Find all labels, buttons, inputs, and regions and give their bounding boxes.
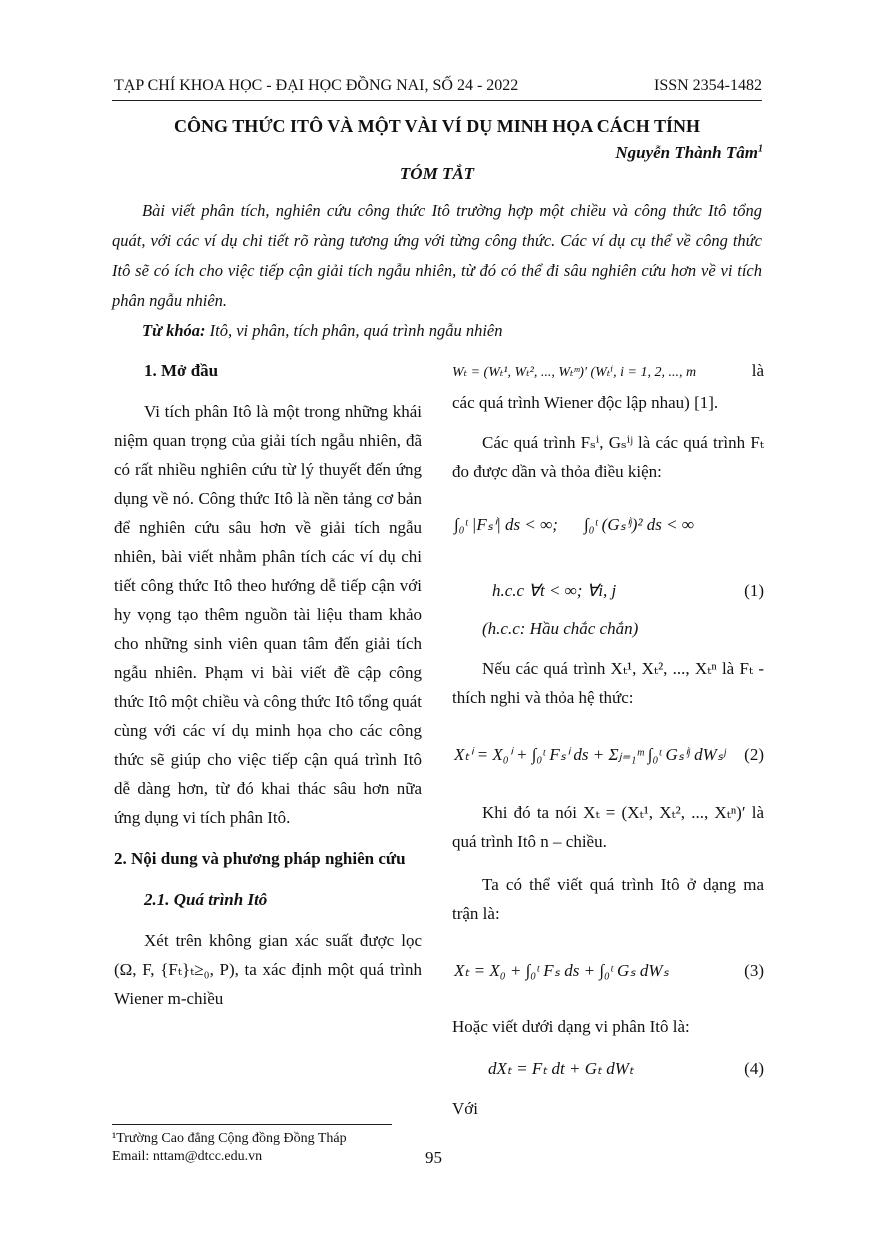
author <box>615 143 763 163</box>
running-header <box>114 76 762 96</box>
equation-3-body: Xₜ = X₀ + ∫₀ᵗ Fₛ ds + ∫₀ᵗ Gₛ dWₛ <box>454 961 669 980</box>
abstract-text: Bài viết phân tích, nghiên cứu công thức Itô trường hợp một chiều và công thức Itô tổng quát, với các ví dụ chi tiết rõ ràng tương ứng với từng công thức. Các ví dụ cụ thể về công thức Itô sẽ có ích cho việc tiếp cận giải tích ngẫu nhiên, từ đó có thể đi sâu nghiên cứu hơn về vi tích phân ngẫu nhiên. <box>112 201 762 310</box>
section-2-1-paragraph: Xét trên không gian xác suất được lọc (Ω, F, {Fₜ}ₜ≥₀, P), ta xác định một quá trình Wiener m-chiều <box>114 931 422 1008</box>
equation-3-number: (3) <box>744 961 764 980</box>
wiener-tail: các quá trình Wiener độc lập nhau) [1]. <box>452 393 719 412</box>
footnote-affiliation: ¹Trường Cao đẳng Cộng đồng Đồng Tháp <box>112 1131 347 1146</box>
journal-name: TẠP CHÍ KHOA HỌC - ĐẠI HỌC ĐỒNG NAI, SỐ 24 - 2022 <box>114 77 519 94</box>
equation-4-number: (4) <box>744 1059 764 1078</box>
spacer <box>114 914 422 926</box>
paper-title: CÔNG THỨC ITÔ VÀ MỘT VÀI VÍ DỤ MINH HỌA CÁCH TÍNH <box>174 116 700 136</box>
footnote <box>112 1130 347 1166</box>
page-number: 95 <box>425 1148 442 1167</box>
equation-1-condition: h.c.c ∀t < ∞; ∀i, j <box>492 581 617 600</box>
section-1-heading: 1. Mở đầu <box>144 361 219 380</box>
matrix-intro: Ta có thể viết quá trình Itô ở dạng ma trận là: <box>452 875 764 923</box>
section-2-heading: 2. Nội dung và phương pháp nghiên cứu <box>114 849 406 868</box>
ito-definition: Khi đó ta nói Xₜ = (Xₜ¹, Xₜ², ..., Xₜⁿ)′ là quá trình Itô n – chiều. <box>452 803 764 851</box>
keywords <box>142 321 503 341</box>
spacer <box>114 385 422 397</box>
ito-process-intro: Nếu các quá trình Xₜ¹, Xₜ², ..., Xₜⁿ là Fₜ - thích nghi và thỏa hệ thức: <box>452 659 764 707</box>
left-column <box>114 356 422 1013</box>
section-1-paragraph: Vi tích phân Itô là một trong những khái niệm quan trọng của giải tích ngẫu nhiên, đã có rất nhiều nghiên cứu từ lý thuyết đến ứng dụng về nó. Công thức Itô là nền tảng cơ bản để nghiên cứu sâu hơn về giải tích ngẫu nhiên, bài viết nhằm phân tích các ví dụ chi tiết công thức Itô theo hướng dễ tiếp cận với hy vọng tạo thêm nguồn tài liệu tham khảo cho những sinh viên quan tâm đến giải tích ngẫu nhiên. Phạm vi bài viết đề cập công thức Itô một chiều và công thức Itô tổng quát cùng với các ví dụ minh họa cho các công thức sẽ giúp cho việc tiếp cận quá trình Itô dễ dàng hơn, từ đó khai thác sâu hơn nữa ứng dụng vi tích phân Itô. <box>114 402 422 827</box>
hcc-note: (h.c.c: Hầu chắc chắn) <box>482 619 639 638</box>
equation-4 <box>488 1054 764 1083</box>
equation-2-number: (2) <box>744 745 764 764</box>
keywords-text: Itô, vi phân, tích phân, quá trình ngẫu nhiên <box>209 321 503 340</box>
equation-1 <box>492 576 764 605</box>
equation-1-number: (1) <box>744 581 764 600</box>
author-name: Nguyễn Thành Tâm <box>615 143 758 162</box>
equation-4-body: dXₜ = Fₜ dt + Gₜ dWₜ <box>488 1059 634 1078</box>
wiener-definition <box>452 356 764 387</box>
header-rule <box>112 100 762 101</box>
equation-1-left: ∫₀ᵗ |Fₛⁱ| ds < ∞; <box>454 515 558 534</box>
right-column <box>452 356 764 1116</box>
section-2-1-heading: 2.1. Quá trình Itô <box>144 890 268 909</box>
equation-1-right: ∫₀ᵗ (Gₛⁱʲ)² ds < ∞ <box>584 515 695 534</box>
keywords-label: Từ khóa: <box>142 321 206 340</box>
equation-2 <box>454 740 764 769</box>
equation-3 <box>454 956 764 985</box>
differential-intro: Hoặc viết dưới dạng vi phân Itô là: <box>452 1017 690 1036</box>
footnote-email: Email: nttam@dtcc.edu.vn <box>112 1149 263 1164</box>
spacer <box>114 873 422 885</box>
equation-2-body: Xₜⁱ = X₀ⁱ + ∫₀ᵗ Fₛⁱ ds + Σⱼ₌₁ᵐ ∫₀ᵗ Gₛⁱʲ dWₛʲ <box>454 745 726 764</box>
abstract-heading: TÓM TẮT <box>399 164 475 183</box>
wiener-la: là <box>751 361 764 380</box>
footnote-rule <box>112 1124 392 1125</box>
author-footnote-mark: 1 <box>758 143 763 155</box>
issn: ISSN 2354-1482 <box>653 77 762 94</box>
spacer <box>114 832 422 844</box>
wiener-formula: Wₜ = (Wₜ¹, Wₜ², ..., Wₜᵐ)′ (Wₜⁱ, i = 1, 2, ..., m <box>452 365 697 380</box>
condition-intro: Các quá trình Fₛⁱ, Gₛⁱʲ là các quá trình Fₜ đo được dần và thỏa điều kiện: <box>452 433 764 481</box>
with-text: Với <box>452 1099 478 1118</box>
